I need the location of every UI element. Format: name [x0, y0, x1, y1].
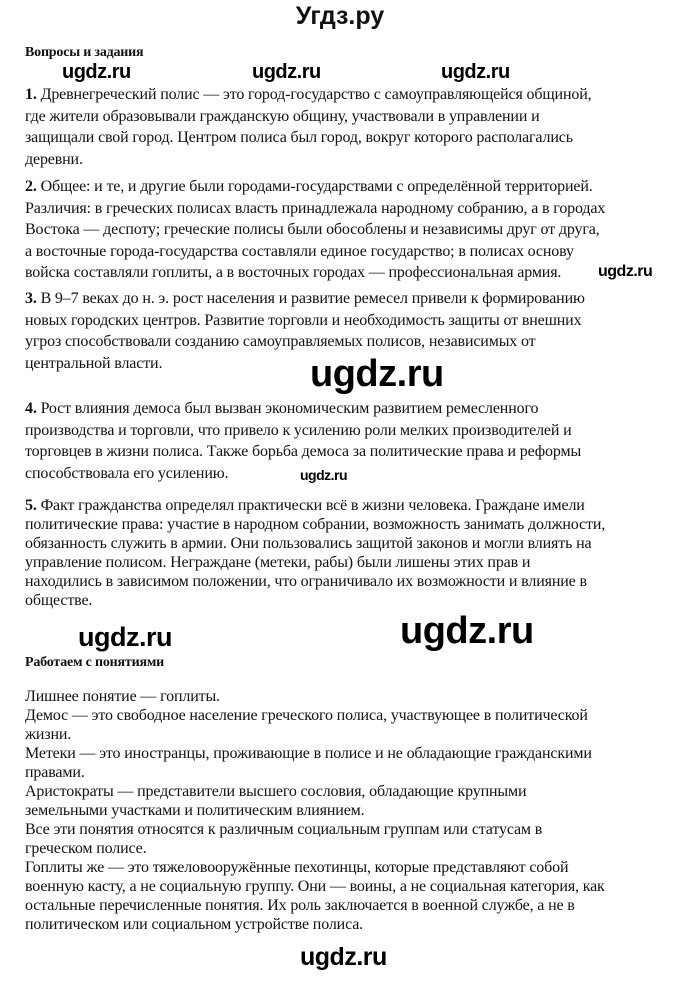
concept-line: Лишнее понятие — гоплиты.	[25, 688, 220, 705]
answer-line-text: управление полисом. Неграждане (метеки, рабы) были лишены этих прав и	[25, 554, 531, 571]
answer-line-text: Различия: в греческих полисах власть принадлежала народному собранию, а в городах	[25, 199, 606, 217]
answer-line	[25, 441, 581, 463]
answer-line	[25, 463, 228, 485]
concept-line: жизни.	[25, 726, 72, 743]
section-heading-concepts: Работаем с понятиями	[25, 655, 165, 670]
concept-line: Демос — это свободное население греческого полиса, участвующее в политической	[25, 707, 588, 724]
answer-line	[25, 84, 591, 106]
watermark: ugdz.ru	[252, 61, 321, 83]
concept-line: политическом или социальном устройстве полиса.	[25, 916, 364, 933]
concept-line: греческом полисе.	[25, 840, 147, 857]
answer-2	[25, 176, 605, 284]
answer-line	[25, 331, 535, 353]
answer-line	[25, 241, 574, 263]
answer-line	[25, 127, 573, 149]
answer-line-text: где жители образовывали гражданскую общину, участвовали в управлении и	[25, 107, 540, 125]
answer-line-text: обязанность служить в армии. Они пользовались защитой законов и могли влиять на	[25, 535, 592, 552]
answer-number: 2.	[25, 178, 37, 195]
answer-line-text: угроз способствовали созданию самоуправляемых полисов, независимых от	[25, 333, 536, 351]
answer-line	[25, 149, 83, 171]
answer-line-text: Древнегреческий полис — это город-государство с самоуправляющейся общиной,	[40, 86, 592, 103]
section-heading-questions: Вопросы и задания	[25, 45, 144, 60]
answer-line-text: Общее: и те, и другие были городами-государствами с определённой территорией.	[40, 178, 593, 195]
concept-line: Все эти понятия относятся к различным социальным группам или статусам в	[25, 821, 543, 838]
answer-line-text: деревни.	[25, 150, 83, 168]
answer-line	[25, 176, 593, 198]
answer-line-text: а восточные города-государства составляли единое государство; в полисах основу	[25, 242, 574, 260]
answer-line	[25, 288, 585, 310]
answer-line-text: В 9–7 веках до н. э. рост населения и развитие ремесел привели к формированию	[40, 290, 585, 307]
answer-line	[25, 515, 605, 534]
answer-line-text: Факт гражданства определял практически всё в жизни человека. Граждане имели	[40, 497, 585, 514]
concept-line: остальные перечисленные понятия. Их роль заключается в военной службе, а не в	[25, 897, 575, 914]
watermark: ugdz.ru	[598, 263, 653, 280]
answer-line-text: новых городских центров. Развитие торговли и необходимость защиты от внешних	[25, 311, 582, 329]
concept-line: правами.	[25, 764, 85, 781]
answer-line-text: центральной власти.	[25, 354, 163, 372]
answer-line	[25, 572, 587, 591]
answer-number: 3.	[25, 290, 37, 307]
site-title[interactable]: Угдз.ру	[295, 2, 385, 30]
answer-line	[25, 398, 538, 420]
answer-1	[25, 84, 591, 170]
answer-line	[25, 496, 585, 515]
watermark: ugdz.ru	[62, 61, 131, 83]
answer-line	[25, 219, 600, 241]
answer-line-text: Востока — деспоту; греческие полисы были обособлены и независимы друг от друга,	[25, 221, 600, 239]
watermark: ugdz.ru	[310, 353, 444, 395]
watermark: ugdz.ru	[300, 467, 348, 483]
concept-line: Аристократы — представители высшего сословия, обладающие крупными	[25, 783, 527, 800]
watermark: ugdz.ru	[441, 61, 510, 83]
watermark: ugdz.ru	[78, 622, 172, 652]
answer-line-text: войска составляли гоплиты, а в восточных городах — профессиональная армия.	[25, 264, 562, 282]
answer-line	[25, 310, 581, 332]
concept-line: военную касту, а не социальную группу. Они — воины, а не социальная категория, как	[25, 878, 605, 895]
answer-line	[25, 553, 530, 572]
answer-line	[25, 420, 572, 442]
answer-line-text: находились в зависимом положении, что ограничивало их возможности и влияние в	[25, 573, 587, 590]
answer-3	[25, 288, 585, 374]
answer-line-text: производства и торговли, что привело к усилению роли мелких производителей и	[25, 421, 572, 439]
answer-line-text: способствовала его усилению.	[25, 464, 229, 482]
watermark: ugdz.ru	[300, 943, 387, 971]
concept-line: Метеки — это иностранцы, проживающие в полисе и не обладающие гражданскими	[25, 745, 592, 762]
answer-line	[25, 534, 591, 553]
concept-line: Гоплиты же — это тяжеловооружённые пехотинцы, которые представляют собой	[25, 859, 569, 876]
answer-line-text: политические права: участие в народном собрании, возможность занимать должности,	[25, 516, 606, 533]
answer-line-text: Рост влияния демоса был вызван экономическим развитием ремесленного	[40, 400, 539, 417]
answer-line-text: обществе.	[25, 592, 93, 609]
answer-line	[25, 198, 605, 220]
answer-line	[25, 591, 92, 610]
answer-line	[25, 353, 162, 375]
answer-number: 5.	[25, 497, 37, 514]
watermark: ugdz.ru	[400, 610, 534, 652]
concepts-text	[25, 687, 605, 934]
answer-line-text: защищали свой город. Центром полиса был город, вокруг которого располагались	[25, 129, 573, 147]
answer-line	[25, 262, 561, 284]
answer-number: 1.	[25, 86, 37, 103]
answer-5	[25, 496, 605, 610]
answer-line	[25, 106, 540, 128]
answer-line-text: торговцев в жизни полиса. Также борьба демоса за политические права и реформы	[25, 443, 582, 461]
answer-number: 4.	[25, 400, 37, 417]
concept-line: земельными участками и политическим влиянием.	[25, 802, 365, 819]
